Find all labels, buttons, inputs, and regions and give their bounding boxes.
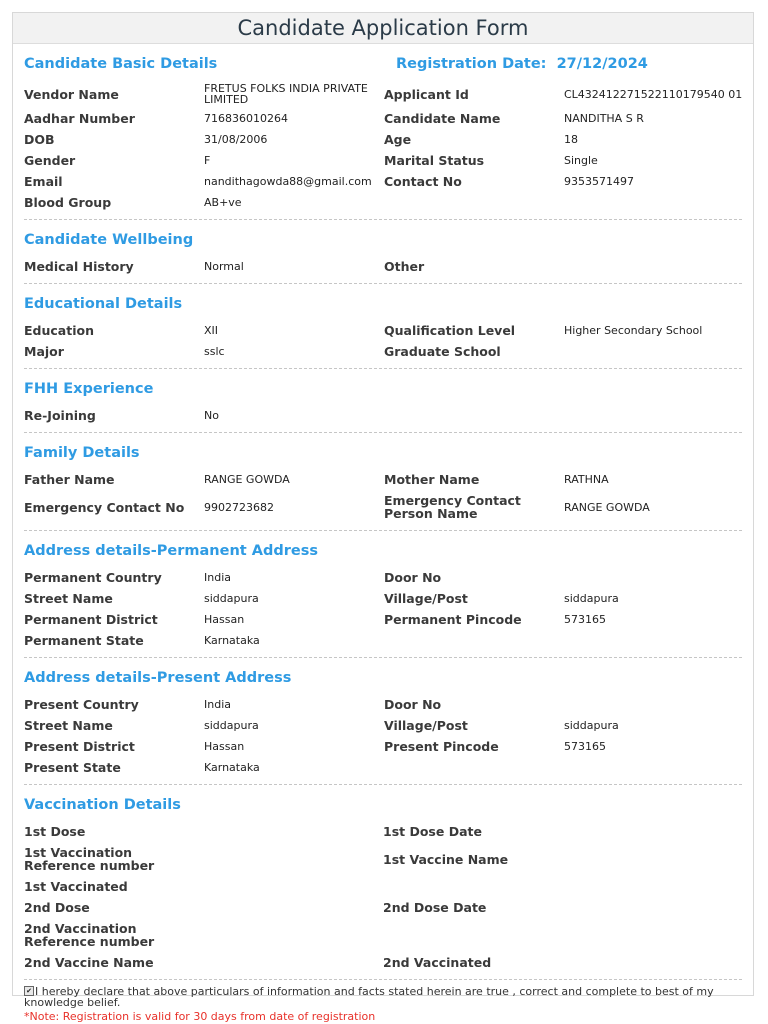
- blood-group-value: AB+ve: [204, 196, 242, 209]
- vaccinated1-label: 1st Vaccinated: [24, 879, 128, 894]
- present-address-section: [24, 658, 742, 785]
- major-value: sslc: [204, 345, 225, 358]
- father-name-label: Father Name: [24, 472, 115, 487]
- vendor-name-value: FRETUS FOLKS INDIA PRIVATE LIMITED: [204, 82, 368, 106]
- age-value: 18: [564, 133, 578, 146]
- qualification-level-label: Qualification Level: [384, 323, 516, 338]
- registration-note: *Note: Registration is valid for 30 days from date of registration: [24, 1010, 376, 1023]
- gender-label: Gender: [24, 153, 76, 168]
- present-street-value: siddapura: [204, 719, 259, 732]
- education-value: XII: [204, 324, 219, 337]
- father-name-value: RANGE GOWDA: [204, 473, 290, 486]
- other-label: Other: [384, 259, 425, 274]
- emergency-contact-no-value: 9902723682: [204, 500, 274, 514]
- present-district-label: Present District: [24, 739, 135, 754]
- mother-name-label: Mother Name: [384, 472, 480, 487]
- permanent-pincode-value: 573165: [564, 613, 606, 626]
- dose2-label: 2nd Dose: [24, 900, 90, 915]
- major-label: Major: [24, 344, 64, 359]
- emergency-contact-no-label: Emergency Contact No: [24, 499, 185, 515]
- blood-group-label: Blood Group: [24, 195, 112, 210]
- present-district-value: Hassan: [204, 740, 245, 753]
- registration-date: Registration Date: 27/12/2024: [396, 56, 648, 72]
- marital-status-value: Single: [564, 154, 598, 167]
- dose2-date-label: 2nd Dose Date: [383, 900, 487, 915]
- permanent-country-value: India: [204, 571, 231, 584]
- education-label: Education: [24, 323, 94, 338]
- dob-value: 31/08/2006: [204, 133, 268, 146]
- dob-label: DOB: [24, 132, 55, 147]
- wellbeing-section: [24, 220, 742, 284]
- present-address-title: Address details-Present Address: [24, 670, 292, 686]
- permanent-district-value: Hassan: [204, 613, 245, 626]
- ref2-label: 2nd Vaccination Reference number: [24, 921, 155, 949]
- vendor-name-label: Vendor Name: [24, 86, 119, 102]
- graduate-school-label: Graduate School: [384, 344, 501, 359]
- present-country-value: India: [204, 698, 231, 711]
- present-pincode-label: Present Pincode: [384, 739, 499, 754]
- permanent-district-label: Permanent District: [24, 612, 158, 627]
- mother-name-value: RATHNA: [564, 473, 609, 486]
- email-label: Email: [24, 174, 63, 189]
- present-village-value: siddapura: [564, 719, 619, 732]
- aadhar-label: Aadhar Number: [24, 111, 135, 126]
- family-title: Family Details: [24, 445, 140, 461]
- emergency-contact-person-label: Emergency Contact Person Name: [384, 493, 521, 521]
- present-door-label: Door No: [384, 697, 442, 712]
- emergency-contact-person-value: RANGE GOWDA: [564, 500, 650, 514]
- fhh-title: FHH Experience: [24, 381, 154, 397]
- family-section: [24, 433, 742, 531]
- basic-details-section: [24, 44, 742, 220]
- permanent-street-value: siddapura: [204, 592, 259, 605]
- dose1-label: 1st Dose: [24, 824, 86, 839]
- permanent-state-label: Permanent State: [24, 633, 144, 648]
- gender-value: F: [204, 154, 211, 167]
- age-label: Age: [384, 132, 412, 147]
- vaccine1-name-label: 1st Vaccine Name: [383, 851, 509, 867]
- medical-history-label: Medical History: [24, 259, 134, 274]
- candidate-name-label: Candidate Name: [384, 111, 501, 126]
- present-pincode-value: 573165: [564, 740, 606, 753]
- fhh-section: [24, 369, 742, 433]
- permanent-pincode-label: Permanent Pincode: [384, 612, 522, 627]
- form-title: Candidate Application Form: [13, 13, 753, 44]
- permanent-door-label: Door No: [384, 570, 442, 585]
- present-state-value: Karnataka: [204, 761, 260, 774]
- declaration-checkbox[interactable]: ✔: [24, 986, 34, 996]
- rejoining-value: No: [204, 409, 219, 422]
- ref1-label: 1st Vaccination Reference number: [24, 845, 155, 873]
- permanent-village-label: Village/Post: [384, 591, 468, 606]
- vaccine2-name-label: 2nd Vaccine Name: [24, 955, 154, 970]
- present-street-label: Street Name: [24, 718, 113, 733]
- aadhar-value: 716836010264: [204, 112, 288, 125]
- application-form: [12, 12, 754, 1023]
- vaccinated2-label: 2nd Vaccinated: [383, 955, 492, 970]
- applicant-id-value: CL432412271522110179540 01: [564, 87, 743, 101]
- vaccination-section: [24, 785, 742, 980]
- email-value: nandithagowda88@gmail.com: [204, 175, 372, 188]
- permanent-address-title: Address details-Permanent Address: [24, 543, 318, 559]
- permanent-country-label: Permanent Country: [24, 570, 162, 585]
- qualification-level-value: Higher Secondary School: [564, 324, 703, 337]
- education-section: [24, 284, 742, 369]
- medical-history-value: Normal: [204, 260, 244, 273]
- permanent-state-value: Karnataka: [204, 634, 260, 647]
- permanent-village-value: siddapura: [564, 592, 619, 605]
- dose1-date-label: 1st Dose Date: [383, 824, 482, 839]
- education-title: Educational Details: [24, 296, 183, 312]
- permanent-address-section: [24, 531, 742, 658]
- marital-status-label: Marital Status: [384, 153, 485, 168]
- applicant-id-label: Applicant Id: [384, 86, 469, 102]
- contact-value: 9353571497: [564, 175, 634, 188]
- present-state-label: Present State: [24, 760, 121, 775]
- declaration-text: I hereby declare that above particulars of information and facts stated herein are true , correct and complete to best of my knowledge belief.: [24, 985, 714, 1009]
- vaccination-title: Vaccination Details: [24, 797, 181, 813]
- declaration: [24, 980, 742, 1024]
- permanent-street-label: Street Name: [24, 591, 113, 606]
- candidate-name-value: NANDITHA S R: [564, 112, 644, 125]
- wellbeing-title: Candidate Wellbeing: [24, 232, 194, 248]
- rejoining-label: Re-Joining: [24, 408, 96, 423]
- basic-details-title: Candidate Basic Details: [24, 56, 218, 72]
- present-village-label: Village/Post: [384, 718, 468, 733]
- present-country-label: Present Country: [24, 697, 139, 712]
- contact-label: Contact No: [384, 174, 462, 189]
